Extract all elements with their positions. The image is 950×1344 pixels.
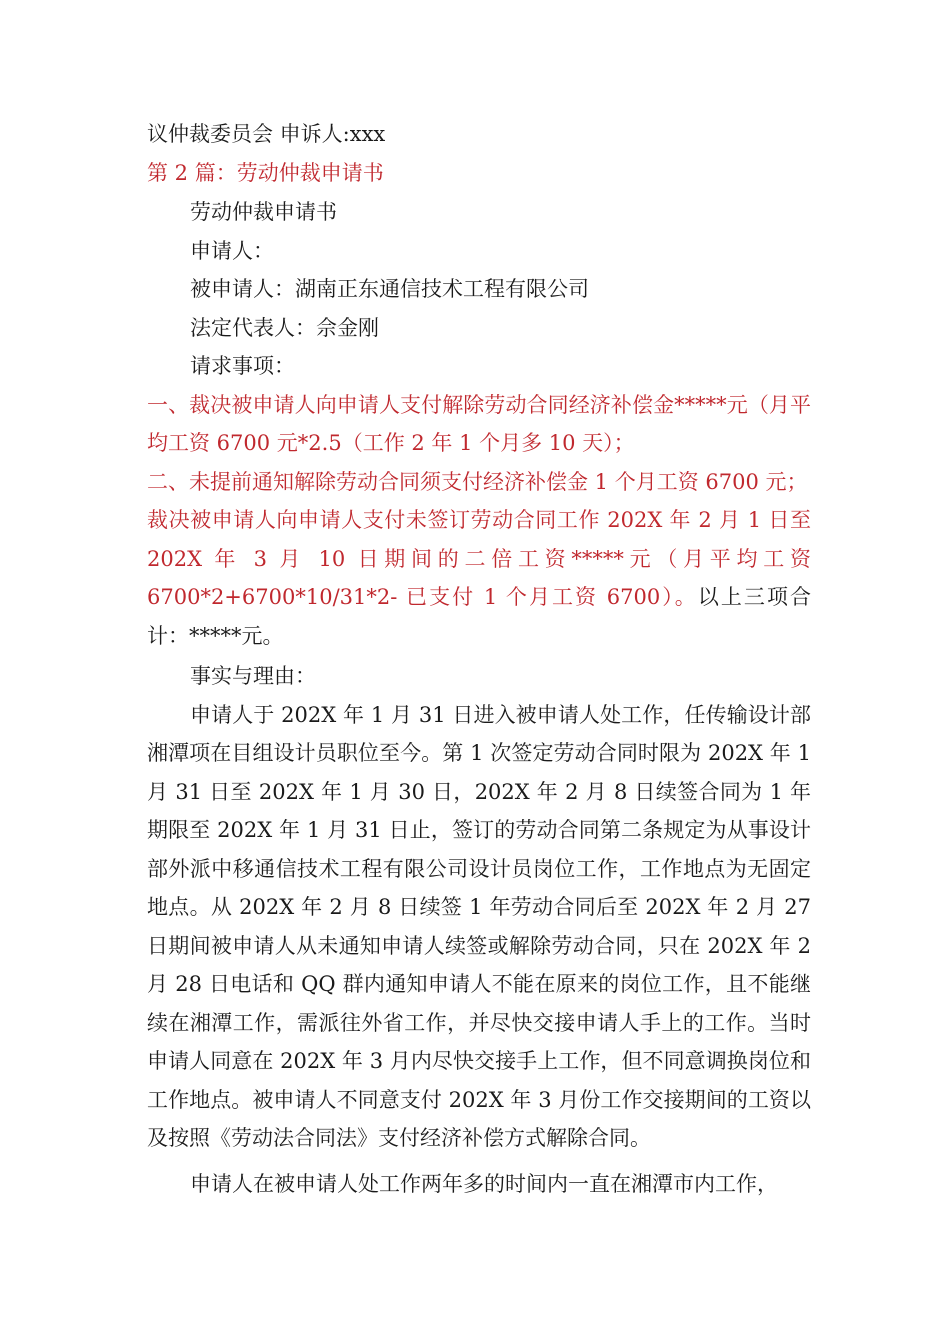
facts-heading: 事实与理由： <box>190 664 316 688</box>
applicant-line: 申请人： <box>190 238 274 263</box>
facts-paragraph-2: 申请人在被申请人处工作两年多的时间内一直在湘潭市内工作， <box>190 1171 778 1196</box>
section-title: 第 2 篇：劳动仲裁申请书 <box>147 160 384 185</box>
claim-item-1: 一、裁决被申请人向申请人支付解除劳动合同经济补偿金*****元（月平均工资 6700 元*2.5（工作 2 年 1 个月多 10 天）； <box>147 392 811 455</box>
document-title: 劳动仲裁申请书 <box>190 200 337 224</box>
legal-representative-line: 法定代表人：佘金刚 <box>190 315 379 340</box>
claims-total: 以上三项合计：*****元。 <box>147 585 812 648</box>
claims-heading: 请求事项： <box>190 354 295 378</box>
respondent-line: 被申请人：湖南正东通信技术工程有限公司 <box>190 277 589 301</box>
previous-document-tail-line: 议仲裁委员会 申诉人:xxx <box>147 122 386 146</box>
facts-paragraph-1: 申请人于 202X 年 1 月 31 日进入被申请人处工作，任传输设计部湘潭项在目组设计员职位至今。第 1 次签定劳动合同时限为 202X 年 1 月 31 日至 202X 年 1 月 30 日，202X 年 2 月 8 日续签合同为 1 年期限至 202X 年 1 月 31 日止，签订的劳动合同第二条规定为从事设计部外派中移通信技术工程有限公司设计员岗位工作，工作地点为无固定地点。从 202X 年 2 月 8 日续签 1 年劳动合同后至 202X 年 2 月 27 日期间被申请人从未通知申请人续签或解除劳动合同，只在 202X 年 2 月 28 日电话和 QQ 群内通知申请人不能在原来的岗位工作，且不能继续在湘潭工作，需派往外省工作，并尽快交接申请人手上的工作。当时申请人同意在 202X 年 3 月内尽快交接手上工作，但不同意调换岗位和工作地点。被申请人不同意支付 202X 年 3 月份工作交接期间的工资以及按照《劳动法合同法》支付经济补偿方式解除合同。 <box>147 702 811 1150</box>
claim-item-2: 二、未提前通知解除劳动合同须支付经济补偿金 1 个月工资 6700 元； <box>147 469 808 494</box>
document-body <box>147 115 811 1203</box>
claim-item-3 <box>147 501 811 655</box>
claim-item-3-text: 裁决被申请人向申请人支付未签订劳动合同工作 202X 年 2 月 1 日至 202X 年 3 月 10 日期间的二倍工资*****元（月平均工资 6700*2+6700*10/31*2- 已支付 1 个月工资 6700）。 <box>147 508 811 609</box>
